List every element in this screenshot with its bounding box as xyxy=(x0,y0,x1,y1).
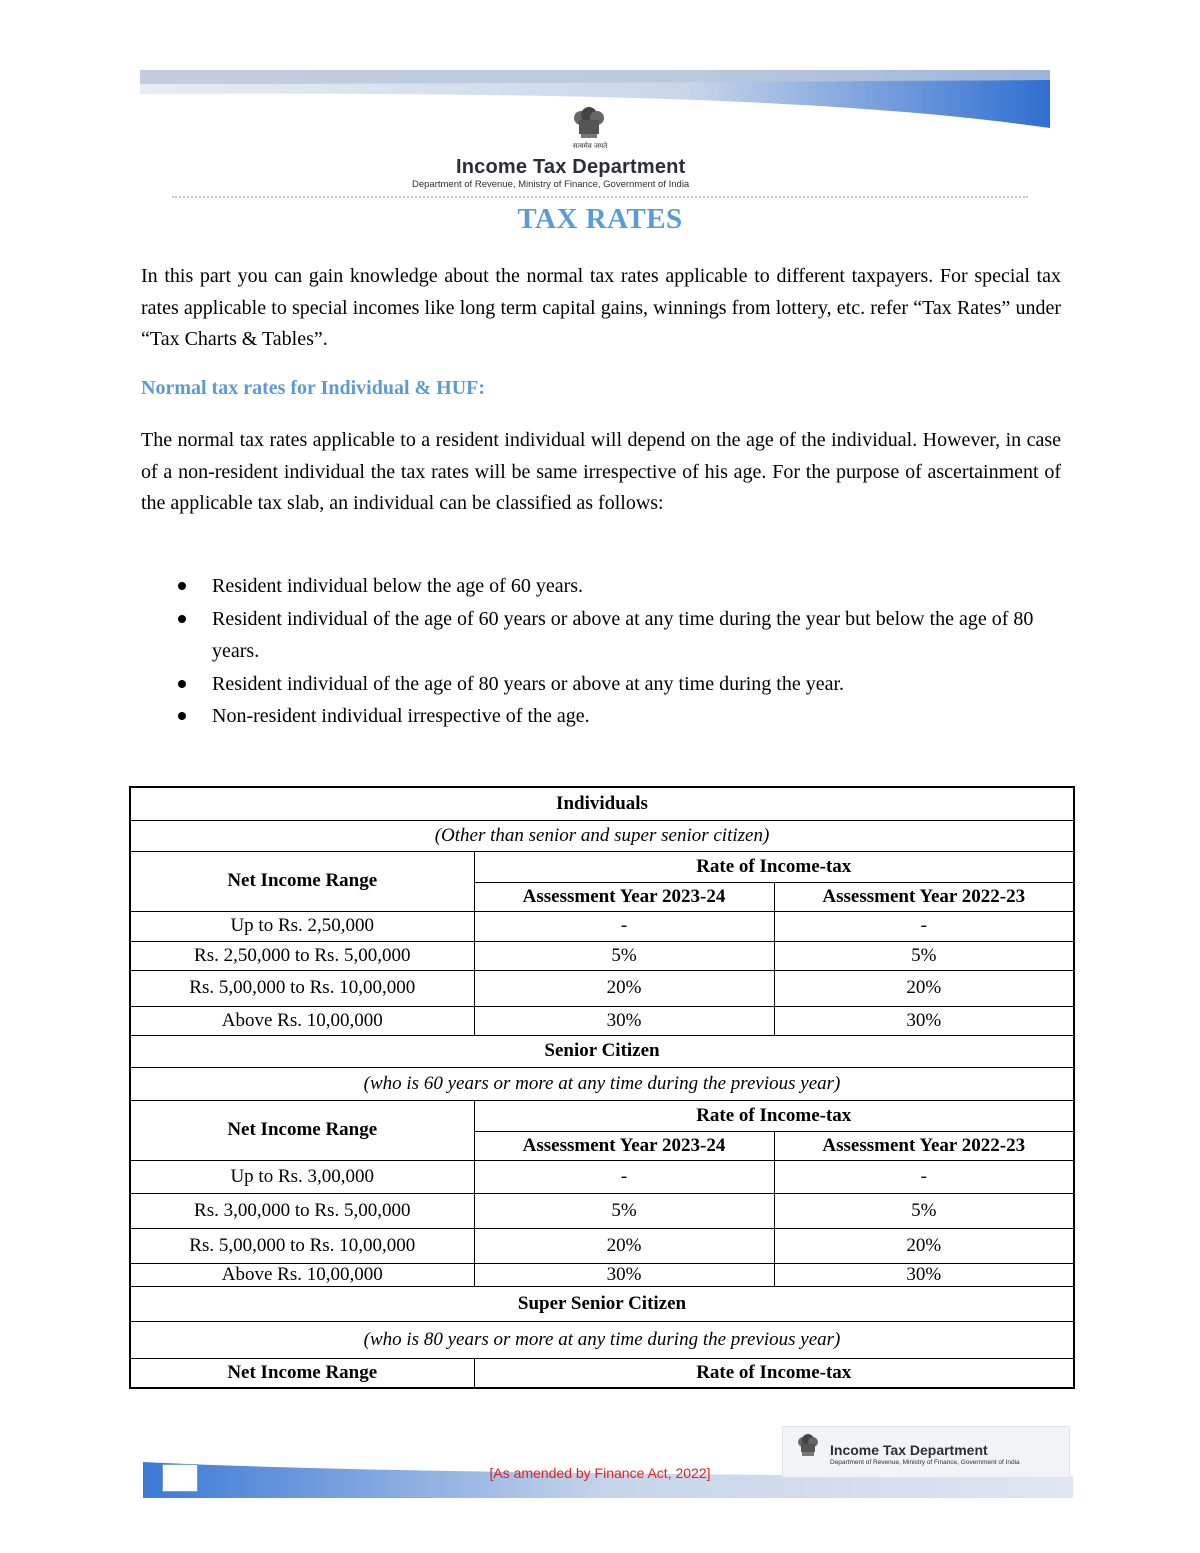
column-header-range: Net Income Range xyxy=(130,1358,474,1388)
bullet-icon xyxy=(178,712,186,720)
table-row: Rs. 3,00,000 to Rs. 5,00,000 5% 5% xyxy=(130,1193,1074,1228)
list-item: Resident individual of the age of 60 years or above at any time during the year but below the age of 80 years. xyxy=(170,603,1070,668)
intro-paragraph: In this part you can gain knowledge about the normal tax rates applicable to different taxpayers. For special tax rates applicable to special incomes like long term capital gains, winnings from lottery, etc. refer “Tax Rates” under “Tax Charts & Tables”. xyxy=(141,265,1061,350)
footer-note: [As amended by Finance Act, 2022] xyxy=(489,1465,711,1481)
classification-list xyxy=(170,570,1070,733)
list-item: Resident individual of the age of 80 years or above at any time during the year. xyxy=(170,668,1070,701)
footer-department-subtitle: Department of Revenue, Ministry of Finance, Government of India xyxy=(830,1459,1020,1466)
column-header-range: Net Income Range xyxy=(130,1100,474,1160)
column-header-ay-2022-23: Assessment Year 2022-23 xyxy=(774,882,1074,911)
column-header-rate: Rate of Income-tax xyxy=(474,1358,1074,1388)
table-row: Rs. 5,00,000 to Rs. 10,00,000 20% 20% xyxy=(130,970,1074,1006)
list-item: Non-resident individual irrespective of the age. xyxy=(170,700,1070,733)
column-header-rate: Rate of Income-tax xyxy=(474,1100,1074,1131)
table-section-heading: Super Senior Citizen xyxy=(130,1286,1074,1321)
bullet-icon xyxy=(178,615,186,623)
department-subtitle: Department of Revenue, Ministry of Finance, Government of India xyxy=(412,179,690,190)
column-header-range: Net Income Range xyxy=(130,851,474,911)
tax-rates-table xyxy=(129,786,1075,1389)
table-section-note: (Other than senior and super senior citizen) xyxy=(130,820,1074,851)
table-row: Rs. 5,00,000 to Rs. 10,00,000 20% 20% xyxy=(130,1228,1074,1263)
section-paragraph: The normal tax rates applicable to a resident individual will depend on the age of the individual. However, in case of a non-resident individual the tax rates will be same irrespective of his age. For the purpose of ascertainment of the applicable tax slab, an individual can be classified as follows: xyxy=(141,429,1061,514)
column-header-ay-2023-24: Assessment Year 2023-24 xyxy=(474,1131,774,1160)
table-section-note: (who is 80 years or more at any time during the previous year) xyxy=(130,1321,1074,1358)
header-divider xyxy=(172,196,1028,198)
footer-department-name: Income Tax Department xyxy=(830,1442,988,1458)
page-title: TAX RATES xyxy=(517,203,683,235)
column-header-ay-2022-23: Assessment Year 2022-23 xyxy=(774,1131,1074,1160)
column-header-ay-2023-24: Assessment Year 2023-24 xyxy=(474,882,774,911)
table-section-note: (who is 60 years or more at any time during the previous year) xyxy=(130,1067,1074,1100)
footer-emblem-icon xyxy=(793,1432,823,1462)
table-row: Up to Rs. 2,50,000 - - xyxy=(130,911,1074,941)
table-row: Above Rs. 10,00,000 30% 30% xyxy=(130,1263,1074,1286)
department-name: Income Tax Department xyxy=(456,156,686,178)
table-section-heading: Senior Citizen xyxy=(130,1035,1074,1067)
table-row: Above Rs. 10,00,000 30% 30% xyxy=(130,1006,1074,1035)
table-row: Rs. 2,50,000 to Rs. 5,00,000 5% 5% xyxy=(130,941,1074,970)
table-section-heading: Individuals xyxy=(130,787,1074,820)
bullet-icon xyxy=(178,680,186,688)
table-row: Up to Rs. 3,00,000 - - xyxy=(130,1160,1074,1193)
bullet-icon xyxy=(178,582,186,590)
section-heading: Normal tax rates for Individual & HUF: xyxy=(141,377,486,399)
emblem-caption: सत्यमेव जयते xyxy=(572,142,608,150)
column-header-rate: Rate of Income-tax xyxy=(474,851,1074,882)
list-item: Resident individual below the age of 60 years. xyxy=(170,570,1070,603)
